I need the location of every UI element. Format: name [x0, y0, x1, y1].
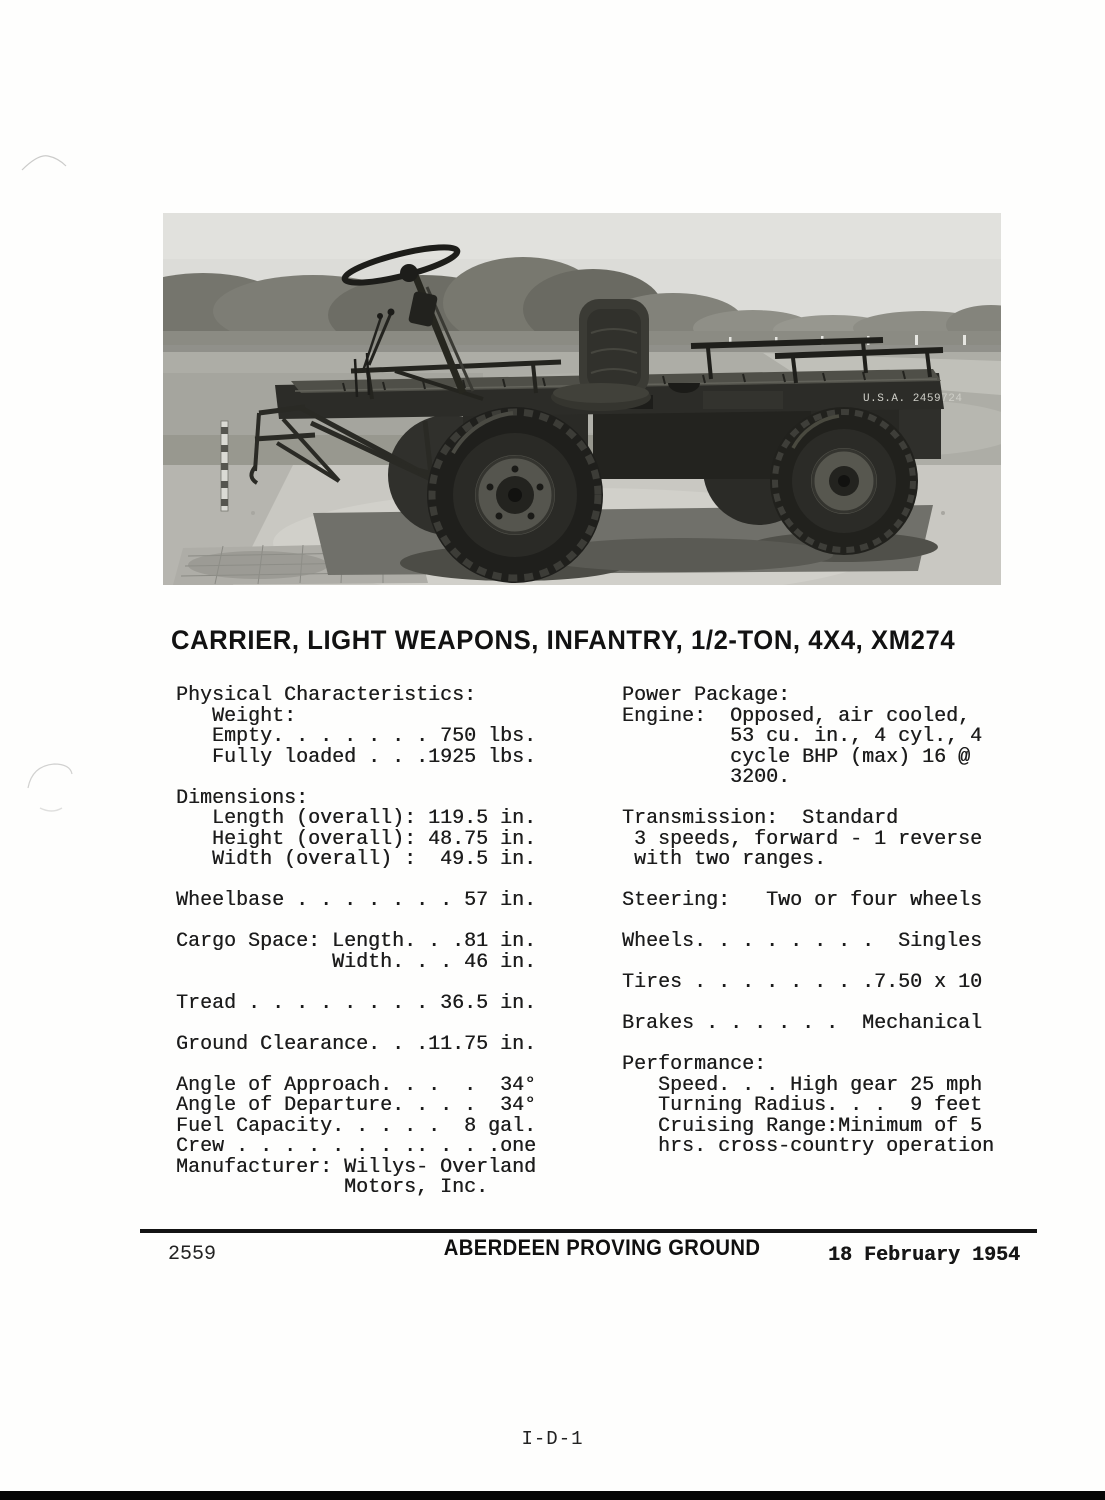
scan-artifact-mark — [20, 148, 70, 176]
page-number: I-D-1 — [521, 1428, 584, 1450]
spec-line — [622, 871, 994, 892]
specs-left-column — [176, 686, 536, 1199]
spec-line — [622, 953, 994, 974]
spec-line: Turning Radius. . . 9 feet — [622, 1094, 983, 1117]
scan-artifact-mark — [22, 758, 78, 818]
spec-line: Angle of Approach. . . . 34° — [176, 1073, 537, 1097]
vehicle-photo-illustration — [163, 213, 1001, 585]
spec-line — [176, 973, 536, 994]
vehicle-photo — [163, 213, 1001, 585]
spec-line: Weight: — [176, 704, 297, 728]
spec-line — [176, 1055, 536, 1076]
spec-line: Manufacturer: Willys- Overland — [176, 1155, 537, 1179]
spec-line: Motors, Inc. — [176, 1176, 489, 1199]
spec-line — [176, 871, 536, 892]
spec-line: Physical Characteristics: — [176, 684, 477, 707]
spec-line: Tread . . . . . . . . 36.5 in. — [176, 991, 537, 1015]
spec-line — [622, 789, 994, 810]
spec-line: Angle of Departure. . . . 34° — [176, 1094, 537, 1117]
spec-line: Width (overall) : 49.5 in. — [176, 848, 537, 871]
spec-line — [622, 1035, 994, 1056]
spec-line — [622, 994, 994, 1015]
spec-line — [622, 912, 994, 933]
report-number: 2559 — [168, 1243, 217, 1266]
spec-line: Crew . . . . . . . .. . . .one — [176, 1135, 537, 1158]
organization-name: ABERDEEN PROVING GROUND — [444, 1235, 761, 1260]
spec-line: hrs. cross-country operation — [622, 1135, 995, 1158]
spec-line: Steering: Two or four wheels — [622, 889, 983, 912]
spec-line: Wheelbase . . . . . . . 57 in. — [176, 889, 537, 912]
spec-line: Engine: Opposed, air cooled, — [622, 704, 971, 728]
spec-line: Speed. . . High gear 25 mph — [622, 1073, 983, 1097]
spec-line — [176, 768, 536, 789]
spec-line: Transmission: Standard — [622, 807, 899, 830]
spec-line: Wheels. . . . . . . . Singles — [622, 930, 983, 953]
scan-edge-bar — [0, 1491, 1105, 1500]
spec-line: Cruising Range:Minimum of 5 — [622, 1114, 983, 1138]
spec-line: Empty. . . . . . . 750 lbs. — [176, 725, 537, 748]
spec-line: Cargo Space: Length. . .81 in. — [176, 930, 537, 953]
spec-line: with two ranges. — [622, 848, 827, 871]
spec-line: Brakes . . . . . . Mechanical — [622, 1012, 983, 1035]
spec-line: 3 speeds, forward - 1 reverse — [622, 827, 983, 851]
page-title: CARRIER, LIGHT WEAPONS, INFANTRY, 1/2-TON, 4X4, XM274 — [171, 625, 956, 655]
spec-line: 53 cu. in., 4 cyl., 4 — [622, 725, 983, 748]
spec-line — [176, 1014, 536, 1035]
spec-line: Power Package: — [622, 684, 791, 707]
front-wheel — [427, 407, 603, 583]
footer-date: 18 February 1954 — [828, 1244, 1021, 1267]
spec-line: Ground Clearance. . .11.75 in. — [176, 1032, 537, 1056]
spec-line: Fuel Capacity. . . . . 8 gal. — [176, 1114, 537, 1138]
spec-line: Length (overall): 119.5 in. — [176, 807, 537, 830]
spec-line: cycle BHP (max) 16 @ — [622, 745, 971, 769]
spec-line: Width. . . 46 in. — [176, 950, 537, 974]
surveyor-rod — [221, 421, 228, 511]
specs-right-column — [622, 686, 994, 1158]
spec-line: Performance: — [622, 1053, 767, 1076]
spec-line: Height (overall): 48.75 in. — [176, 827, 537, 851]
spec-line — [176, 912, 536, 933]
spec-line: Dimensions: — [176, 786, 309, 810]
spec-line: Fully loaded . . .1925 lbs. — [176, 745, 537, 769]
spec-line: 3200. — [622, 766, 791, 789]
footer-center — [430, 1232, 775, 1264]
rear-wheel — [770, 407, 918, 555]
spec-line: Tires . . . . . . . .7.50 x 10 — [622, 971, 983, 994]
registration-marking: U.S.A. 2459724 — [863, 393, 963, 405]
